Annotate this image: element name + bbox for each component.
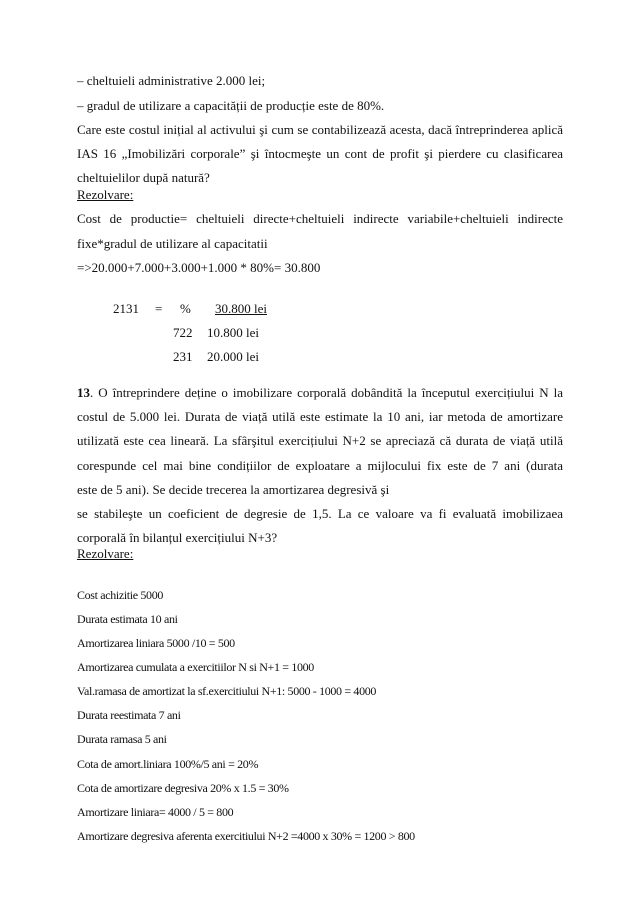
section-heading: Rezolvare: bbox=[77, 187, 134, 202]
problem-13-line: utilizată este cea lineară. La sfârşitul exercițiului N+2 se apreciază că durata de viață utilă bbox=[77, 433, 563, 448]
problem-text: . O întreprindere deține o imobilizare corporală dobândită la începutul exercițiului N la bbox=[90, 385, 563, 400]
calc-line: Cota de amort.liniara 100%/5 ani = 20% bbox=[77, 757, 259, 771]
credit-account: 722 bbox=[173, 325, 193, 340]
equals-sign: = bbox=[155, 301, 163, 316]
section-heading: Rezolvare: bbox=[77, 546, 134, 561]
calc-line: Durata ramasa 5 ani bbox=[77, 732, 167, 746]
text-line: – gradul de utilizare a capacității de producție este de 80%. bbox=[77, 98, 385, 113]
problem-13-line: corporală în bilanțul exercițiului N+3? bbox=[77, 530, 278, 545]
problem-13-line: este de 5 ani). Se decide trecerea la amortizarea degresivă şi bbox=[77, 482, 390, 497]
calc-line: Amortizare liniara= 4000 / 5 = 800 bbox=[77, 805, 234, 819]
calc-line: Amortizare degresiva aferenta exercitiului N+2 =4000 x 30% = 1200 > 800 bbox=[77, 829, 415, 843]
problem-13-line: corespunde cel mai bine condițiilor de exploatare a mijlocului fix este de 7 ani (durata bbox=[77, 458, 563, 473]
text-line: Care este costul inițial al activului şi cum se contabilizează acesta, dacă întreprinderea aplică bbox=[77, 122, 563, 137]
percent-sign: % bbox=[180, 301, 191, 316]
calc-line: Durata reestimata 7 ani bbox=[77, 708, 181, 722]
text-line: IAS 16 „Imobilizări corporale” şi întocmeşte un cont de profit şi pierdere cu clasificarea bbox=[77, 146, 563, 161]
calc-line: Durata estimata 10 ani bbox=[77, 612, 178, 626]
text-line: fixe*gradul de utilizare al capacitatii bbox=[77, 236, 268, 251]
problem-13-line: se stabileşte un coeficient de degresie de 1,5. La ce valoare va fi evaluată imobilizaea bbox=[77, 506, 563, 521]
credit-amount: 10.800 lei bbox=[207, 325, 259, 340]
text-line: =>20.000+7.000+3.000+1.000 * 80%= 30.800 bbox=[77, 260, 321, 275]
problem-13-line: costul de 5.000 lei. Durata de viață utilă este estimate la 10 ani, iar metoda de amortizare bbox=[77, 409, 563, 424]
calc-line: Amortizarea liniara 5000 /10 = 500 bbox=[77, 636, 235, 650]
text-line: Cost de productie= cheltuieli directe+cheltuieli indirecte variabile+cheltuieli indirecte bbox=[77, 211, 563, 226]
entry-total: 30.800 lei bbox=[215, 301, 267, 316]
calc-line: Cost achizitie 5000 bbox=[77, 588, 163, 602]
credit-account: 231 bbox=[173, 349, 193, 364]
calc-line: Cota de amortizare degresiva 20% x 1.5 = 30% bbox=[77, 781, 289, 795]
problem-number: 13 bbox=[77, 385, 90, 400]
calc-line: Val.ramasa de amortizat la sf.exercitiului N+1: 5000 - 1000 = 4000 bbox=[77, 684, 377, 698]
text-line: – cheltuieli administrative 2.000 lei; bbox=[77, 73, 266, 88]
credit-amount: 20.000 lei bbox=[207, 349, 259, 364]
problem-13-line bbox=[77, 385, 563, 401]
debit-account: 2131 bbox=[113, 301, 139, 316]
calc-line: Amortizarea cumulata a exercitiilor N si N+1 = 1000 bbox=[77, 660, 314, 674]
text-line: cheltuielilor după natură? bbox=[77, 170, 210, 185]
